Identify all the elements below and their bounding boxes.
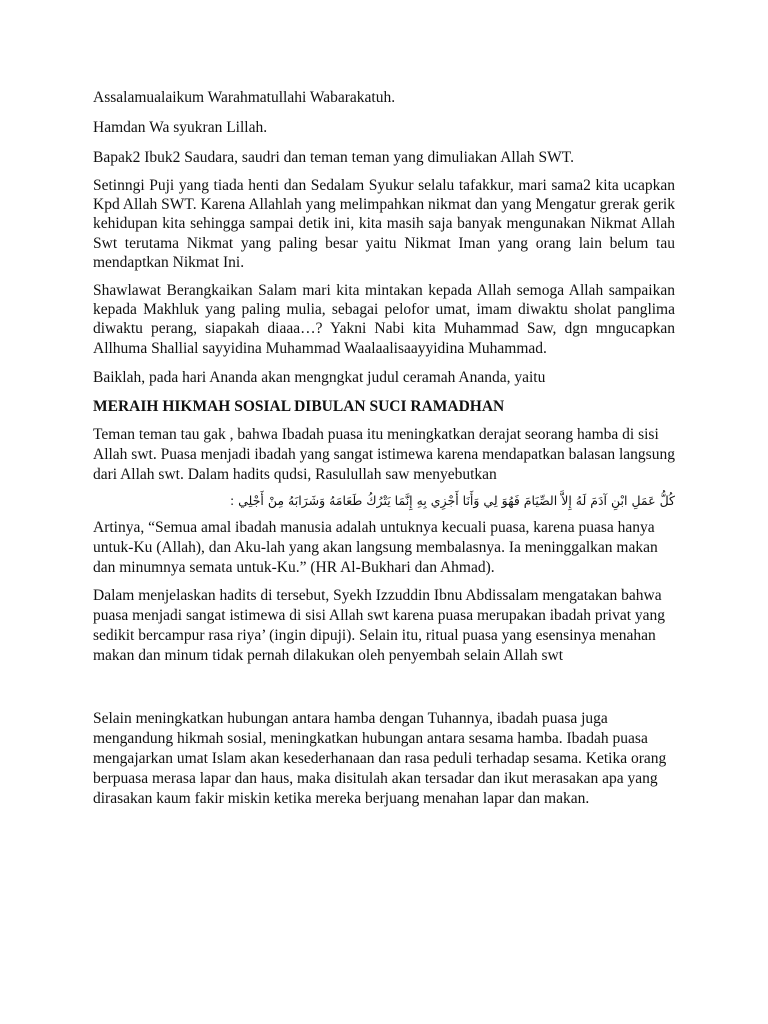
paragraph-social-wisdom: Selain meningkatkan hubungan antara hamba dengan Tuhannya, ibadah puasa juga mengandung hikmah sosial, meningkatkan hubungan antara sesama hamba. Ibadah puasa mengajarkan umat Islam akan kesederhanaan dan rasa peduli terhadap sesama. Ketika orang berpuasa merasa lapar dan haus, maka disitulah akan tersadar dan ikut merasakan apa yang dirasakan kaum fakir miskin ketika mereka berjuang menahan lapar dan makan. bbox=[93, 709, 667, 807]
arabic-hadith: كُلُّ عَمَلِ ابْنِ آدَمَ لَهُ إِلاَّ الصِّيَامَ فَهُوَ لِي وَأَنَا أَجْزِي بِهِ إِنَّمَا يَتْرُكُ طَعَامَهُ وَشَرَابَهُ مِنْ أَجْلِي : bbox=[229, 492, 675, 508]
paragraph-shalawat: Shawlawat Berangkaikan Salam mari kita mintakan kepada Allah semoga Allah sampaikan kepada Makhluk yang paling mulia, sebagai pelofor umat, imam diwaktu sholat panglima diwaktu perang, siapakah diaaa…? Yakni Nabi kita Muhammad Saw, dgn mngucapkan Allhuma Shallial sayyidina Muhammad Waalaalisaayyidina Muhammad. bbox=[93, 282, 675, 357]
greeting-salam: Assalamualaikum Warahmatullahi Wabarakatuh. bbox=[93, 89, 396, 106]
paragraph-explanation: Dalam menjelaskan hadits di tersebut, Syekh Izzuddin Ibnu Abdissalam mengatakan bahwa puasa menjadi sangat istimewa di sisi Allah swt karena puasa merupakan ibadah privat yang sedikit bercampur rasa riya’ (ingin dipuji). Selain itu, ritual puasa yang esensinya menahan makan dan minum tidak pernah dilakukan oleh penyembah selain Allah swt bbox=[93, 586, 666, 664]
paragraph-translation: Artinya, “Semua amal ibadah manusia adalah untuknya kecuali puasa, karena puasa hanya untuk-Ku (Allah), dan Aku-lah yang akan langsung membalasnya. Ia meninggalkan makan dan minumnya semata untuk-Ku.” (HR Al-Bukhari dan Ahmad). bbox=[93, 518, 658, 576]
greeting-audience: Bapak2 Ibuk2 Saudara, saudri dan teman teman yang dimuliakan Allah SWT. bbox=[93, 149, 574, 166]
greeting-hamdan: Hamdan Wa syukran Lillah. bbox=[93, 119, 268, 136]
paragraph-praise: Setinngi Puji yang tiada henti dan Sedalam Syukur selalu tafakkur, mari sama2 kita ucapkan Kpd Allah SWT. Karena Allahlah yang melimpahkan nikmat dan yang Mengatur grerak gerik kehidupan kita sehingga sampai detik ini, kita masih saja banyak mengunakan Nikmat Allah Swt terutama Nikmat yang paling besar yaitu Nikmat Iman yang orang lain belum tau mendaptkan Nikmat Ini. bbox=[93, 177, 675, 271]
sermon-title: MERAIH HIKMAH SOSIAL DIBULAN SUCI RAMADHAN bbox=[93, 397, 505, 415]
intro-line: Baiklah, pada hari Ananda akan mengngkat judul ceramah Ananda, yaitu bbox=[93, 368, 546, 386]
paragraph-hadith-intro: Teman teman tau gak , bahwa Ibadah puasa itu meningkatkan derajat seorang hamba di sisi Allah swt. Puasa menjadi ibadah yang sangat istimewa karena mendapatkan balasan langsung dari Allah swt. Dalam hadits qudsi, Rasulullah saw menyebutkan bbox=[93, 425, 675, 483]
document-page bbox=[93, 88, 675, 809]
